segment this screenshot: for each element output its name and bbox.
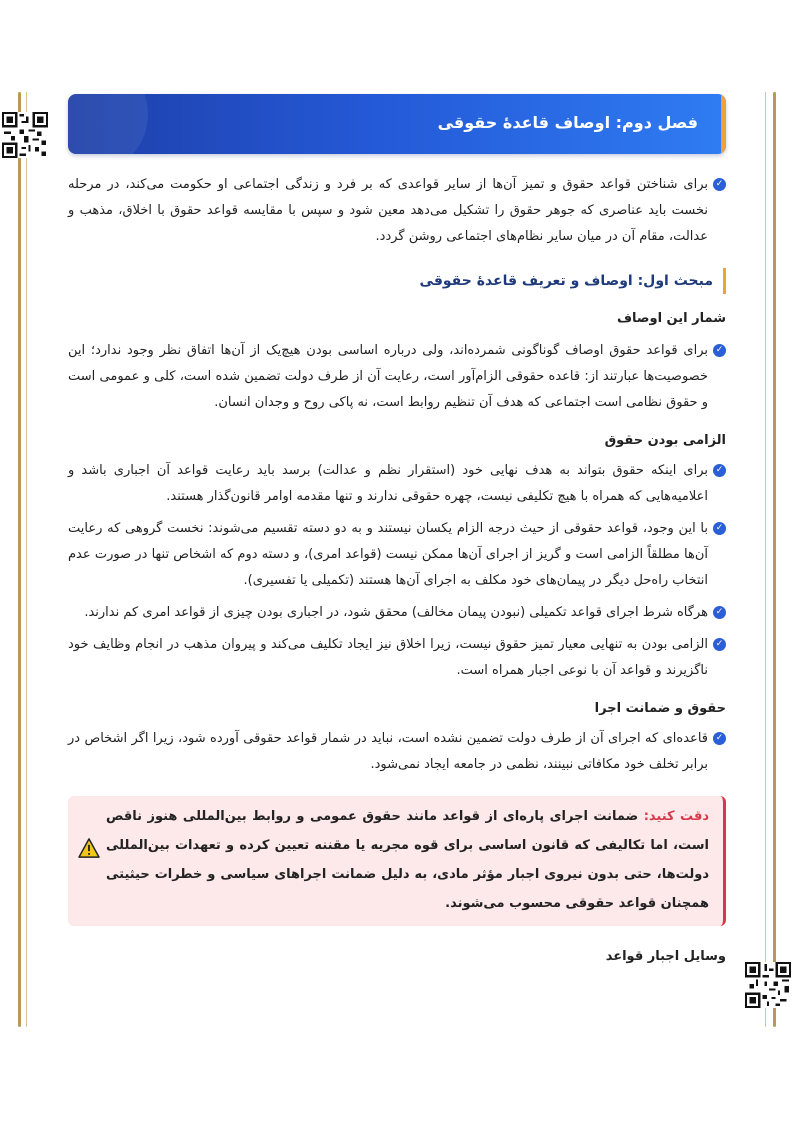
- check-bullet-icon: ✓: [713, 522, 726, 535]
- list-item: [68, 632, 726, 684]
- qr-code-icon: [2, 112, 48, 158]
- paragraph-text: قاعده‌ای که اجرای آن از طرف دولت تضمین نشده است، نباید در شمار قواعد حقوقی آورده شود، زیرا اگر اشخاص در برابر تخلف خود مکافاتی نبینند، نظمی در جامعه ایجاد نمی‌شود.: [68, 731, 708, 772]
- check-bullet-icon: ✓: [713, 606, 726, 619]
- decorative-border-right-inner: [765, 92, 766, 1027]
- subsection-heading: الزامی بودن حقوق: [604, 433, 726, 448]
- paragraph-text: هرگاه شرط اجرای قواعد تکمیلی (نبودن پیمان مخالف) محقق شود، در اجباری بودن چیزی از قواعد امری کم ندارند.: [84, 605, 708, 620]
- section-heading: مبحث اول: اوصاف و تعریف قاعدهٔ حقوقی: [68, 268, 726, 294]
- check-bullet-icon: ✓: [713, 638, 726, 651]
- check-bullet-icon: ✓: [713, 178, 726, 191]
- subsection-heading: وسایل اجبار قواعد: [605, 949, 726, 964]
- qr-code-icon: [745, 962, 791, 1008]
- list-item: [68, 726, 726, 778]
- note-body: [106, 802, 709, 918]
- list-item: [68, 458, 726, 510]
- check-bullet-icon: ✓: [713, 732, 726, 745]
- warning-icon: [78, 838, 100, 858]
- subsection-heading: شمار این اوصاف: [616, 311, 726, 326]
- paragraph-text: برای اینکه حقوق بتواند به هدف نهایی خود (استقرار نظم و عدالت) برسد باید رعایت قواعد آن اجباری باشد و اعلامیه‌هایی که همراه با هیچ تکلیفی نیست، چهره حقوقی ندارند و تنها مقدمه اوامر قانون‌گذار هستند.: [68, 463, 708, 504]
- paragraph-text: با این وجود، قواعد حقوقی از حیث درجه الزام یکسان نیستند و به دو دسته تقسیم می‌شوند: نخست گروهی که رعایت آن‌ها مطلقاً الزامی است و گریز از اجرای آن‌ها ممکن نیست (قواعد امری)، و دسته دوم که اشخاص تنها در صورت عدم انتخاب راه‌حل دیگر در پیمان‌های خود مکلف به اجرای آن‌ها هستند (تکمیلی یا تفسیری).: [68, 521, 708, 588]
- note-label: دقت کنید:: [643, 809, 710, 824]
- intro-paragraph: [68, 172, 726, 250]
- chapter-title: فصل دوم: اوصاف قاعدهٔ حقوقی: [437, 113, 698, 132]
- check-bullet-icon: ✓: [713, 344, 726, 357]
- check-bullet-icon: ✓: [713, 464, 726, 477]
- note-text: ضمانت اجرای پاره‌ای از قواعد مانند حقوق عمومی و روابط بین‌المللی هنوز ناقص است، اما تکالیفی که قانون اساسی برای قوه مجریه یا مقننه تعیین کرده و تعهدات بین‌المللی دولت‌ها، حتی بدون نیروی اجبار مؤثر مادی، به دلیل ضمانت اجراهای سیاسی و خطرات حیثیتی همچنان قواعد حقوقی محسوب می‌شوند.: [106, 809, 709, 911]
- header-accent-bar: [721, 94, 726, 154]
- list-item: [68, 600, 726, 626]
- paragraph-text: برای شناختن قواعد حقوق و تمیز آن‌ها از سایر قواعدی که بر فرد و زندگی اجتماعی او حکومت می‌کند، در مرحله نخست باید عناصری که جوهر حقوق را تشکیل می‌دهد معین شود و سپس با مقایسه قواعد حقوق با اخلاق، مذهب و عدالت، مقام آن در میان سایر نظام‌های اجتماعی روشن گردد.: [68, 177, 708, 244]
- paragraph-text: برای قواعد حقوق اوصاف گوناگونی شمرده‌اند، ولی درباره اساسی بودن هیچ‌یک از آن‌ها اتفاق نظر وجود ندارد؛ این خصوصیت‌ها عبارتند از: قاعده حقوقی الزام‌آور است، رعایت آن از طرف دولت تضمین شده است، کلی و عمومی است و حقوق نظامی است اجتماعی که هدف آن تنظیم روابط است، نه پاکی روح و وجدان انسان.: [68, 343, 708, 410]
- list-item: [68, 516, 726, 594]
- decorative-border-left: [18, 92, 21, 1027]
- list-item: [68, 338, 726, 416]
- page-content: [68, 94, 726, 968]
- decorative-border-right: [773, 92, 776, 1027]
- paragraph-text: الزامی بودن به تنهایی معیار تمیز حقوق نیست، زیرا اخلاق نیز ایجاد تکلیف می‌کند و پیروان مذهب در انجام وظایف خود ناگزیرند و قواعد آن با نوعی اجبار همراه است.: [68, 637, 708, 678]
- header-decoration: [68, 94, 148, 154]
- decorative-border-left-inner: [26, 92, 27, 1027]
- subsection-heading: حقوق و ضمانت اجرا: [594, 701, 726, 716]
- chapter-header: [68, 94, 726, 154]
- attention-note-box: [68, 796, 726, 926]
